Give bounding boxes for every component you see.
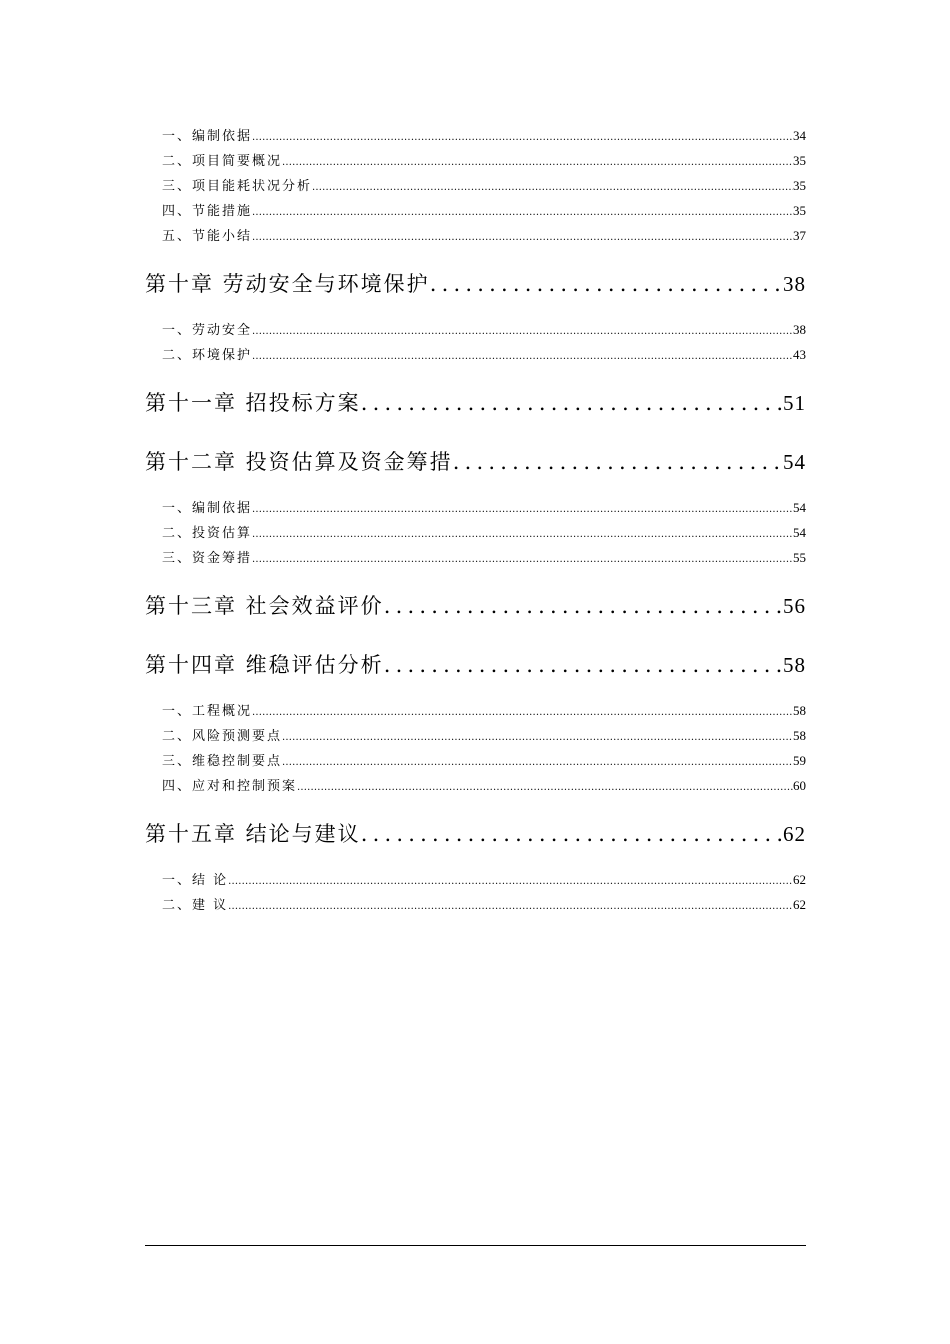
toc-entry[interactable] [145, 347, 806, 365]
toc-entry-title: 三、项目能耗状况分析 [162, 179, 313, 194]
toc-entry-title: 一、编制依据 [162, 129, 253, 144]
toc-entry[interactable] [145, 128, 806, 146]
toc-entry-page: 54 [793, 500, 806, 515]
dot-leader [312, 179, 793, 196]
dot-leader [252, 526, 793, 543]
toc-entry-page: 62 [793, 872, 806, 887]
toc-entry-title: 四、节能措施 [162, 204, 253, 219]
toc-entry-title: 三、资金筹措 [162, 551, 253, 566]
toc-chapter-title: 第十三章 社会效益评价 [145, 594, 384, 618]
dot-leader [228, 898, 793, 915]
dot-leader [361, 390, 783, 416]
dot-leader [297, 779, 793, 796]
toc-chapter-entry[interactable] [145, 593, 806, 619]
toc-chapter-page: 62 [783, 822, 806, 846]
toc-entry[interactable] [145, 703, 806, 721]
toc-chapter-page: 58 [783, 653, 806, 677]
toc-entry-title: 五、节能小结 [162, 229, 253, 244]
toc-chapter-title: 第十四章 维稳评估分析 [145, 653, 384, 677]
toc-chapter-entry[interactable] [145, 390, 806, 416]
toc-entry-page: 58 [793, 728, 806, 743]
toc-entry-title: 一、编制依据 [162, 501, 253, 516]
dot-leader [228, 873, 793, 890]
toc-entry-page: 38 [793, 322, 806, 337]
toc-entry-title: 一、工程概况 [162, 704, 253, 719]
dot-leader [252, 204, 793, 221]
dot-leader [252, 501, 793, 518]
toc-entry-title: 三、维稳控制要点 [162, 754, 283, 769]
dot-leader [282, 729, 793, 746]
toc-chapter-entry[interactable] [145, 449, 806, 475]
toc-entry[interactable] [145, 153, 806, 171]
toc-chapter-page: 56 [783, 594, 806, 618]
toc-entry-page: 62 [793, 897, 806, 912]
toc-entry-title: 二、投资估算 [162, 526, 253, 541]
toc-entry-title: 二、建 议 [162, 898, 229, 913]
toc-entry[interactable] [145, 897, 806, 915]
toc-entry-page: 59 [793, 753, 806, 768]
toc-chapter-title: 第十二章 投资估算及资金筹措 [145, 450, 453, 474]
toc-entry[interactable] [145, 203, 806, 221]
toc-chapter-page: 51 [783, 391, 806, 415]
toc-entry-title: 二、项目简要概况 [162, 154, 283, 169]
toc-chapter-title: 第十章 劳动安全与环境保护 [145, 272, 430, 296]
toc-entry-page: 58 [793, 703, 806, 718]
dot-leader [252, 348, 793, 365]
toc-entry[interactable] [145, 322, 806, 340]
toc-entry[interactable] [145, 753, 806, 771]
toc-entry-page: 55 [793, 550, 806, 565]
dot-leader [252, 129, 793, 146]
dot-leader [430, 271, 783, 297]
toc-entry[interactable] [145, 872, 806, 890]
dot-leader [252, 704, 793, 721]
toc-entry-page: 60 [793, 778, 806, 793]
toc-entry-title: 二、风险预测要点 [162, 729, 283, 744]
toc-entry-title: 一、结 论 [162, 873, 229, 888]
toc-chapter-entry[interactable] [145, 271, 806, 297]
toc-entry[interactable] [145, 778, 806, 796]
toc-chapter-entry[interactable] [145, 652, 806, 678]
dot-leader [252, 229, 793, 246]
toc-entry-page: 54 [793, 525, 806, 540]
toc-entry-title: 二、环境保护 [162, 348, 253, 363]
toc-entry[interactable] [145, 728, 806, 746]
toc-entry-title: 一、劳动安全 [162, 323, 253, 338]
toc-chapter-title: 第十五章 结论与建议 [145, 822, 361, 846]
toc-entry[interactable] [145, 525, 806, 543]
toc-entry-page: 35 [793, 153, 806, 168]
toc-entry-page: 37 [793, 228, 806, 243]
toc-entry-page: 43 [793, 347, 806, 362]
toc-entry-page: 35 [793, 203, 806, 218]
toc-chapter-entry[interactable] [145, 821, 806, 847]
toc-chapter-page: 38 [783, 272, 806, 296]
dot-leader [361, 821, 783, 847]
dot-leader [282, 754, 793, 771]
toc-entry-page: 35 [793, 178, 806, 193]
dot-leader [384, 652, 783, 678]
toc-entry[interactable] [145, 500, 806, 518]
toc-entry[interactable] [145, 228, 806, 246]
footer-rule [145, 1245, 806, 1246]
dot-leader [252, 323, 793, 340]
dot-leader [282, 154, 793, 171]
toc-entry[interactable] [145, 178, 806, 196]
toc-chapter-title: 第十一章 招投标方案 [145, 391, 361, 415]
toc-chapter-page: 54 [783, 450, 806, 474]
dot-leader [384, 593, 783, 619]
dot-leader [453, 449, 783, 475]
toc-entry[interactable] [145, 550, 806, 568]
toc-entry-title: 四、应对和控制预案 [162, 779, 298, 794]
dot-leader [252, 551, 793, 568]
toc-entry-page: 34 [793, 128, 806, 143]
